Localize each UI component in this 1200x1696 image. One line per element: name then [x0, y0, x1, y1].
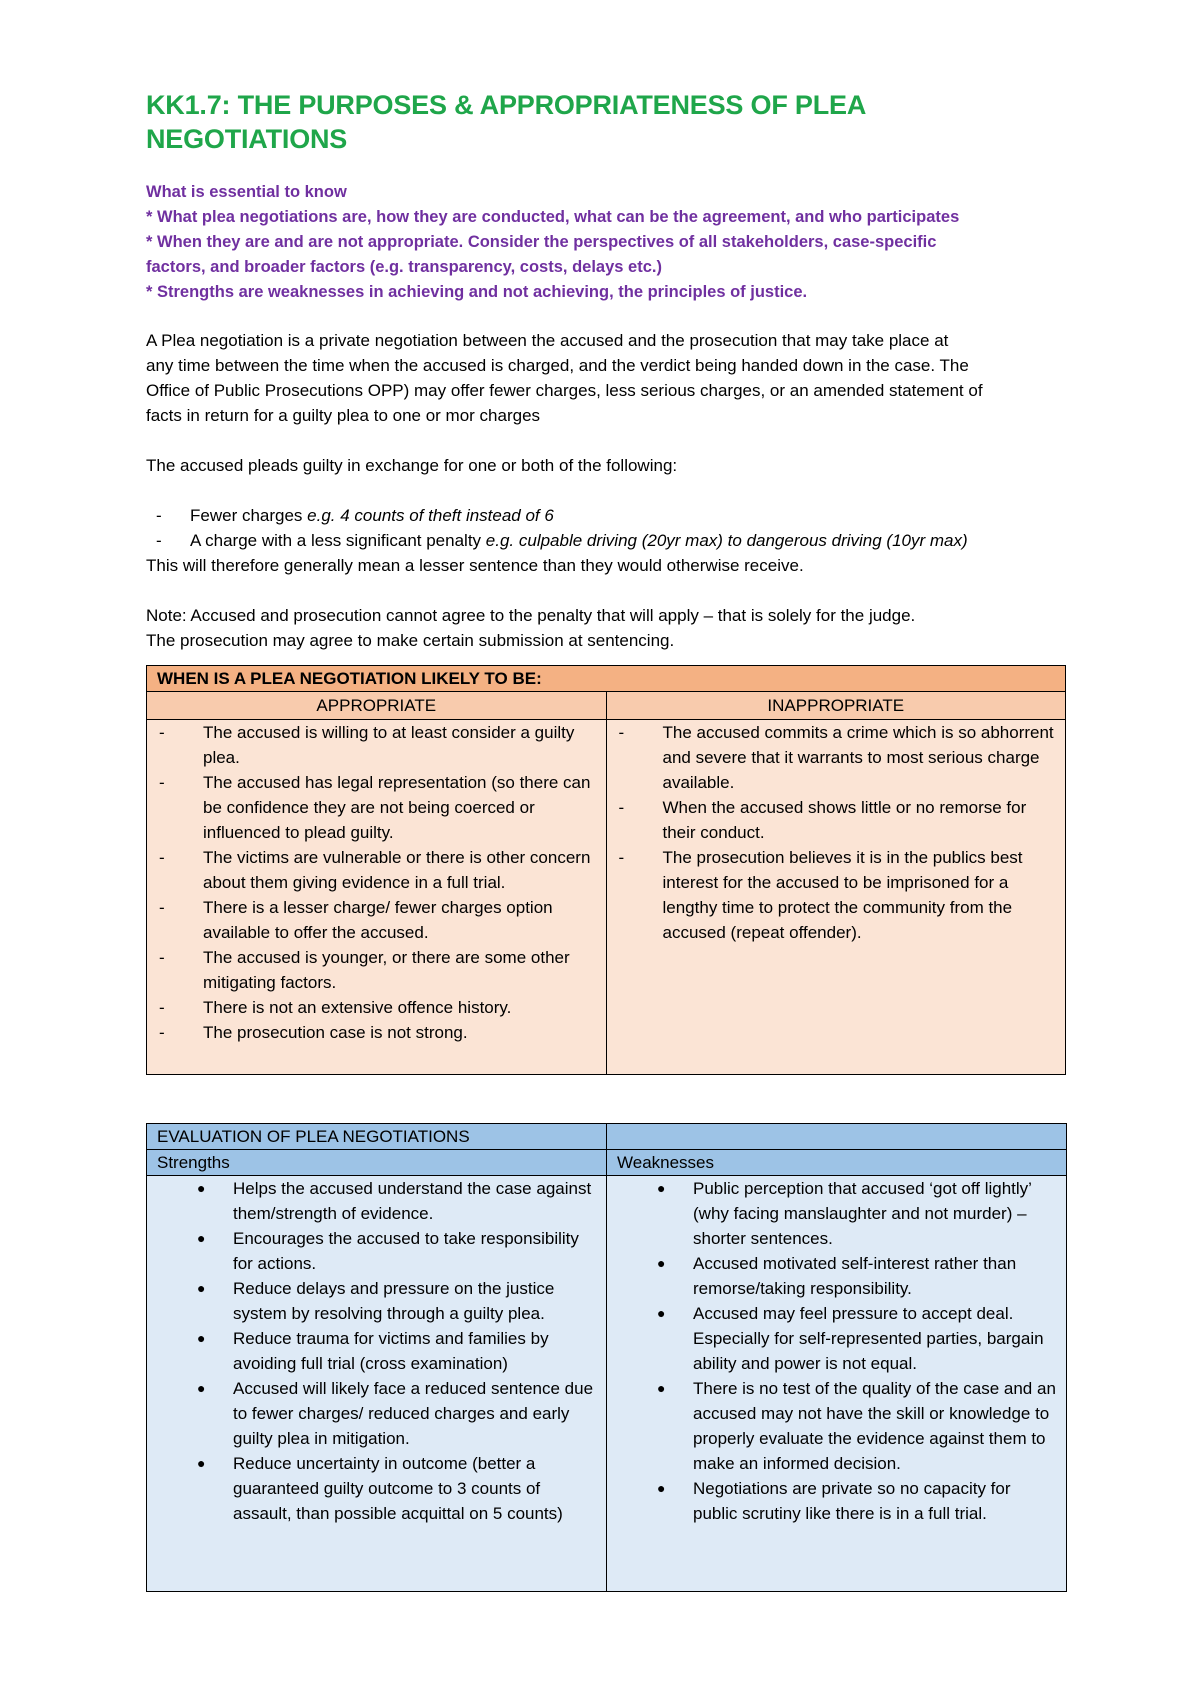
likely-table — [146, 665, 1066, 1075]
likely-table-header: WHEN IS A PLEA NEGOTIATION LIKELY TO BE: — [147, 666, 1066, 692]
list-item — [617, 720, 1056, 795]
strength-item: Helps the accused understand the case against them/strength of evidence. — [233, 1179, 592, 1223]
bullet-icon: ● — [197, 1180, 206, 1196]
list-item — [157, 1020, 596, 1045]
definition-line: A Plea negotiation is a private negotiation between the accused and the prosecution that may take place at — [146, 331, 949, 350]
list-item — [617, 1176, 1056, 1251]
list-item — [157, 770, 596, 845]
document-content — [146, 88, 1064, 1592]
strengths-list — [157, 1176, 596, 1526]
list-item — [617, 1301, 1056, 1376]
exchange-intro: The accused pleads guilty in exchange for one or both of the following: — [146, 456, 678, 475]
essential-knowledge — [146, 180, 1064, 305]
weakness-item: Accused may feel pressure to accept deal. Especially for self-represented parties, bargain ability and power is not equal. — [693, 1304, 1044, 1373]
list-item — [617, 1476, 1056, 1526]
weaknesses-list — [617, 1176, 1056, 1526]
weakness-item: Accused motivated self-interest rather than remorse/taking responsibility. — [693, 1254, 1017, 1298]
strength-item: Reduce trauma for victims and families by avoiding full trial (cross examination) — [233, 1329, 549, 1373]
exchange-item-text: A charge with a less significant penalty — [190, 531, 486, 550]
weakness-item: There is no test of the quality of the case and an accused may not have the skill or knowledge to properly evaluate the evidence against them to make an informed decision. — [693, 1379, 1056, 1473]
list-item — [157, 895, 596, 945]
dash-icon: - — [159, 1023, 165, 1042]
list-item — [157, 1376, 596, 1451]
weakness-item: Public perception that accused ‘got off lightly’ (why facing manslaughter and not murder) – shorter sentences. — [693, 1179, 1032, 1248]
bullet-icon: ● — [197, 1330, 206, 1346]
strength-item: Accused will likely face a reduced sentence due to fewer charges/ reduced charges and early guilty plea in mitigation. — [233, 1379, 594, 1448]
appropriate-item: There is a lesser charge/ fewer charges option available to offer the accused. — [203, 898, 553, 942]
list-item — [157, 845, 596, 895]
bullet-icon: ● — [197, 1455, 206, 1471]
exchange-item-text: Fewer charges — [190, 506, 308, 525]
definition-paragraph — [146, 328, 1064, 428]
col-weaknesses: Weaknesses — [607, 1150, 1067, 1176]
list-item — [157, 945, 596, 995]
appropriate-item: The accused has legal representation (so there can be confidence they are not being coerced or influenced to plead guilty. — [203, 773, 591, 842]
inappropriate-list — [617, 720, 1056, 945]
bullet-icon: ● — [657, 1255, 666, 1271]
list-item — [617, 1251, 1056, 1301]
exchange-item-example: e.g. 4 counts of theft instead of 6 — [307, 506, 554, 525]
definition-line: any time between the time when the accused is charged, and the verdict being handed down in the case. The — [146, 356, 969, 375]
inappropriate-item: When the accused shows little or no remorse for their conduct. — [662, 798, 1027, 842]
essential-line: * When they are and are not appropriate. Consider the perspectives of all stakeholders, case-specific — [146, 233, 937, 251]
list-item — [157, 1276, 596, 1326]
inappropriate-item: The prosecution believes it is in the publics best interest for the accused to be imprisoned for a lengthy time to protect the community from the accused (repeat offender). — [662, 848, 1023, 942]
dash-icon: - — [618, 723, 625, 742]
exchange-paragraph — [146, 453, 1064, 478]
bullet-icon: ● — [657, 1305, 666, 1321]
bullet-icon: ● — [197, 1230, 206, 1246]
exchange-item-example: e.g. culpable driving (20yr max) to dangerous driving (10yr max) — [485, 531, 968, 550]
strength-item: Encourages the accused to take responsibility for actions. — [233, 1229, 579, 1273]
col-inappropriate: INAPPROPRIATE — [606, 692, 1066, 720]
essential-heading: What is essential to know — [146, 183, 347, 201]
definition-line: Office of Public Prosecutions OPP) may offer fewer charges, less serious charges, or an amended statement of — [146, 381, 983, 400]
list-item — [157, 1451, 596, 1526]
list-item — [146, 503, 1064, 528]
list-item — [617, 1376, 1056, 1476]
evaluation-table-header: EVALUATION OF PLEA NEGOTIATIONS — [147, 1124, 607, 1150]
list-item — [157, 1176, 596, 1226]
note-line: Note: Accused and prosecution cannot agree to the penalty that will apply – that is solely for the judge. — [146, 606, 916, 625]
dash-icon: - — [156, 531, 162, 550]
col-appropriate: APPROPRIATE — [147, 692, 607, 720]
list-item — [157, 720, 596, 770]
inappropriate-cell — [606, 720, 1066, 1075]
note-line: The prosecution may agree to make certain submission at sentencing. — [146, 631, 675, 650]
appropriate-item: There is not an extensive offence history. — [203, 998, 512, 1017]
essential-line: * What plea negotiations are, how they are conducted, what can be the agreement, and who participates — [146, 208, 960, 226]
essential-line: factors, and broader factors (e.g. transparency, costs, delays etc.) — [146, 258, 662, 276]
appropriate-item: The victims are vulnerable or there is other concern about them giving evidence in a full trial. — [203, 848, 591, 892]
appropriate-item: The accused is younger, or there are some other mitigating factors. — [203, 948, 570, 992]
list-item — [157, 995, 596, 1020]
dash-icon: - — [159, 948, 165, 967]
weaknesses-cell — [607, 1176, 1067, 1592]
bullet-icon: ● — [657, 1380, 666, 1396]
evaluation-table — [146, 1123, 1067, 1592]
weakness-item: Negotiations are private so no capacity for public scrutiny like there is in a full trial. — [693, 1479, 1011, 1523]
inappropriate-item: The accused commits a crime which is so abhorrent and severe that it warrants to most serious charge available. — [662, 723, 1054, 792]
note-paragraph — [146, 603, 1064, 653]
dash-icon: - — [159, 998, 165, 1017]
strength-item: Reduce uncertainty in outcome (better a guaranteed guilty outcome to 3 counts of assault, than possible acquittal on 5 counts) — [233, 1454, 563, 1523]
dash-icon: - — [618, 798, 625, 817]
bullet-icon: ● — [197, 1280, 206, 1296]
dash-icon: - — [618, 848, 625, 867]
list-item — [146, 528, 1064, 553]
bullet-icon: ● — [657, 1180, 666, 1196]
list-item — [617, 845, 1056, 945]
strengths-cell — [147, 1176, 607, 1592]
bullet-icon: ● — [197, 1380, 206, 1396]
strength-item: Reduce delays and pressure on the justice system by resolving through a guilty plea. — [233, 1279, 555, 1323]
bullet-icon: ● — [657, 1480, 666, 1496]
appropriate-item: The prosecution case is not strong. — [203, 1023, 468, 1042]
dash-icon: - — [156, 506, 162, 525]
appropriate-cell — [147, 720, 607, 1075]
appropriate-item: The accused is willing to at least consider a guilty plea. — [203, 723, 575, 767]
dash-icon: - — [159, 723, 165, 742]
dash-icon: - — [159, 848, 165, 867]
definition-line: facts in return for a guilty plea to one or mor charges — [146, 406, 541, 425]
exchange-outro: This will therefore generally mean a lesser sentence than they would otherwise receive. — [146, 556, 804, 575]
list-item — [157, 1326, 596, 1376]
page-title: KK1.7: THE PURPOSES & APPROPRIATENESS OF PLEA NEGOTIATIONS — [146, 90, 866, 154]
appropriate-list — [157, 720, 596, 1045]
evaluation-table-header-empty — [607, 1124, 1067, 1150]
essential-line: * Strengths are weaknesses in achieving and not achieving, the principles of justice. — [146, 283, 808, 301]
list-item — [157, 1226, 596, 1276]
exchange-list — [146, 503, 1064, 553]
dash-icon: - — [159, 898, 165, 917]
dash-icon: - — [159, 773, 165, 792]
col-strengths: Strengths — [147, 1150, 607, 1176]
list-item — [617, 795, 1056, 845]
